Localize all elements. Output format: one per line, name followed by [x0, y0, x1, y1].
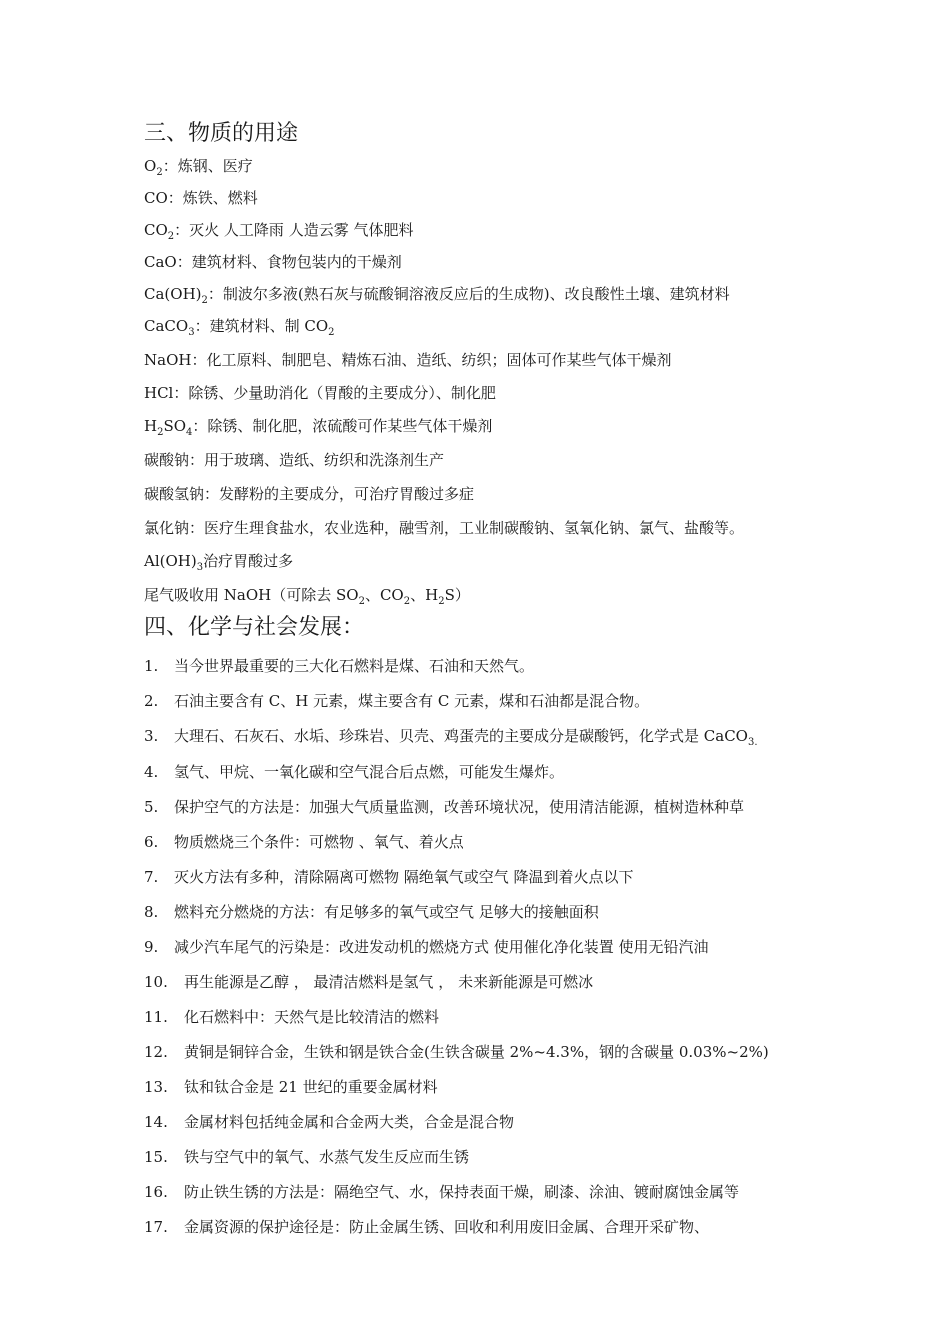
list-item: 15. 铁与空气中的氧气、水蒸气发生反应而生锈	[144, 1148, 470, 1166]
list-item: 12. 黄铜是铜锌合金，生铁和钢是铁合金(生铁含碳量 2%~4.3%，钢的含碳量 0.03%~2%)	[144, 1043, 769, 1061]
list-item: 5. 保护空气的方法是：加强大气质量监测，改善环境状况，使用清洁能源，植树造林种草	[144, 798, 745, 816]
list-item: 13. 钛和钛合金是 21 世纪的重要金属材料	[144, 1078, 438, 1096]
list-item: 1. 当今世界最重要的三大化石燃料是煤、石油和天然气。	[144, 657, 535, 675]
list-item: 4. 氢气、甲烷、一氧化碳和空气混合后点燃，可能发生爆炸。	[144, 763, 565, 781]
list-item: 16. 防止铁生锈的方法是：隔绝空气、水，保持表面干燥，刷漆、涂油、镀耐腐蚀金属等	[144, 1183, 740, 1201]
use-item-sodium-carbonate: 碳酸钠：用于玻璃、造纸、纺织和洗涤剂生产	[144, 451, 445, 469]
list-item: 8. 燃料充分燃烧的方法：有足够多的氧气或空气 足够大的接触面积	[144, 903, 599, 921]
use-item-h2so4: $H_2SO_4$：除锈、制化肥，浓硫酸可作某些气体干燥剂	[144, 417, 493, 438]
use-item-hcl: HCl：除锈、少量助消化（胃酸的主要成分）、制化肥	[144, 384, 496, 402]
use-item-naoh: NaOH：化工原料、制肥皂、精炼石油、造纸、纺织；固体可作某些气体干燥剂	[144, 351, 672, 369]
use-item-aloh3: $Al(OH)_3$治疗胃酸过多	[144, 552, 294, 573]
use-item-o2: $O_2$：炼钢、医疗	[144, 157, 253, 178]
section-4-heading: 四、化学与社会发展：	[144, 615, 365, 640]
list-item: 6. 物质燃烧三个条件：可燃物 、氧气、着火点	[144, 833, 464, 851]
use-item-caco3: CaCO$_3$：建筑材料、制 $CO_2$	[144, 317, 335, 338]
list-item: 7. 灭火方法有多种，清除隔离可燃物 隔绝氧气或空气 降温到着火点以下	[144, 868, 634, 886]
list-item: 3. 大理石、石灰石、水垢、珍珠岩、贝壳、鸡蛋壳的主要成分是碳酸钙，化学式是 CaCO$_{3.}$	[144, 727, 758, 748]
use-item-co: CO：炼铁、燃料	[144, 189, 258, 207]
use-item-sodium-bicarbonate: 碳酸氢钠：发酵粉的主要成分，可治疗胃酸过多症	[144, 485, 475, 503]
use-item-sodium-chloride: 氯化钠：医疗生理食盐水，农业选种，融雪剂，工业制碳酸钠、氢氧化钠、氯气、盐酸等。	[144, 519, 745, 537]
use-item-cao: CaO：建筑材料、食物包装内的干燥剂	[144, 253, 402, 271]
list-item: 14. 金属材料包括纯金属和合金两大类，合金是混合物	[144, 1113, 515, 1131]
list-item: 2. 石油主要含有 C、H 元素，煤主要含有 C 元素，煤和石油都是混合物。	[144, 692, 650, 710]
exhaust-absorption-line: 尾气吸收用 NaOH（可除去 $SO_2$、$CO_2$、$H_2S$）	[144, 586, 470, 607]
list-item: 9. 减少汽车尾气的污染是：改进发动机的燃烧方式 使用催化净化装置 使用无铅汽油	[144, 938, 709, 956]
list-item: 11. 化石燃料中：天然气是比较清洁的燃料	[144, 1008, 440, 1026]
use-item-co2: $CO_2$：灭火 人工降雨 人造云雾 气体肥料	[144, 221, 414, 242]
use-item-caoh2: $Ca(OH)_2$：制波尔多液(熟石灰与硫酸铜溶液反应后的生成物)、改良酸性土壤、建筑材料	[144, 285, 730, 306]
list-item: 10. 再生能源是乙醇 ， 最清洁燃料是氢气 ， 未来新能源是可燃冰	[144, 973, 594, 991]
list-item: 17. 金属资源的保护途径是：防止金属生锈、回收和利用废旧金属、合理开采矿物、	[144, 1218, 710, 1236]
section-3-heading: 三、物质的用途	[144, 121, 299, 146]
